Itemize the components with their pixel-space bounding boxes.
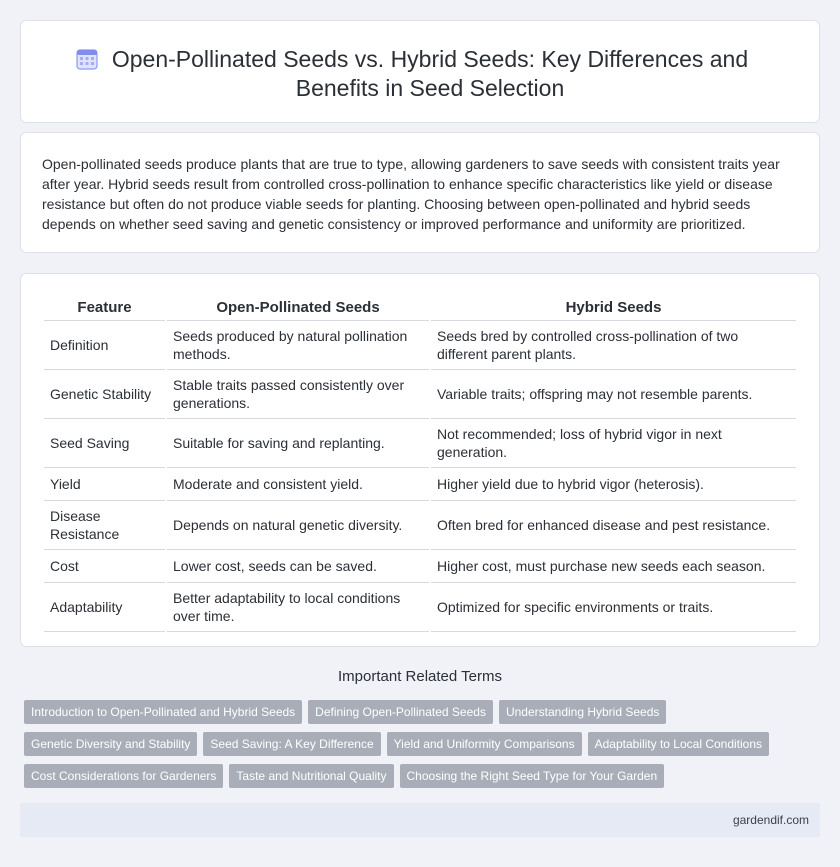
feature-cell: Yield bbox=[44, 468, 165, 501]
header-open-pollinated: Open-Pollinated Seeds bbox=[167, 296, 429, 321]
table-row bbox=[44, 370, 796, 419]
table-row bbox=[44, 321, 796, 370]
hybrid-cell: Higher cost, must purchase new seeds each season. bbox=[431, 550, 796, 583]
comparison-table bbox=[42, 296, 798, 632]
open-pollinated-cell: Suitable for saving and replanting. bbox=[167, 419, 429, 468]
page-title: Open-Pollinated Seeds vs. Hybrid Seeds: Key Differences and Benefits in Seed Selection bbox=[111, 46, 749, 101]
hybrid-cell: Seeds bred by controlled cross-pollination of two different parent plants. bbox=[431, 321, 796, 370]
header-feature: Feature bbox=[44, 296, 165, 321]
table-row bbox=[44, 419, 796, 468]
table-row bbox=[44, 468, 796, 501]
related-term-tag[interactable]: Genetic Diversity and Stability bbox=[24, 732, 197, 756]
hybrid-cell: Often bred for enhanced disease and pest resistance. bbox=[431, 501, 796, 550]
intro-card bbox=[20, 132, 820, 253]
related-terms-list bbox=[24, 700, 814, 796]
open-pollinated-cell: Better adaptability to local conditions over time. bbox=[167, 583, 429, 632]
feature-cell: Definition bbox=[44, 321, 165, 370]
related-term-tag[interactable]: Introduction to Open-Pollinated and Hybrid Seeds bbox=[24, 700, 302, 724]
related-term-tag[interactable]: Taste and Nutritional Quality bbox=[229, 764, 393, 788]
related-term-tag[interactable]: Yield and Uniformity Comparisons bbox=[387, 732, 582, 756]
open-pollinated-cell: Moderate and consistent yield. bbox=[167, 468, 429, 501]
open-pollinated-cell: Lower cost, seeds can be saved. bbox=[167, 550, 429, 583]
table-row bbox=[44, 583, 796, 632]
hybrid-cell: Optimized for specific environments or traits. bbox=[431, 583, 796, 632]
feature-cell: Seed Saving bbox=[44, 419, 165, 468]
related-term-tag[interactable]: Choosing the Right Seed Type for Your Garden bbox=[400, 764, 665, 788]
intro-paragraph: Open-pollinated seeds produce plants that are true to type, allowing gardeners to save seeds with consistent traits year after year. Hybrid seeds result from controlled cross-pollination to enhance specific characteristics like yield or disease resistance but often do not produce viable seeds for planting. Choosing between open-pollinated and hybrid seeds depends on whether seed saving and genetic consistency or improved performance and uniformity are prioritized. bbox=[42, 156, 780, 232]
related-term-tag[interactable]: Adaptability to Local Conditions bbox=[588, 732, 769, 756]
open-pollinated-cell: Seeds produced by natural pollination methods. bbox=[167, 321, 429, 370]
footer bbox=[20, 803, 820, 837]
related-terms-heading: Important Related Terms bbox=[338, 668, 502, 685]
site-name[interactable]: gardendif.com bbox=[732, 813, 809, 827]
related-term-tag[interactable]: Defining Open-Pollinated Seeds bbox=[308, 700, 493, 724]
table-row bbox=[44, 550, 796, 583]
feature-cell: Cost bbox=[44, 550, 165, 583]
tag-row bbox=[24, 764, 814, 788]
hybrid-cell: Higher yield due to hybrid vigor (heterosis). bbox=[431, 468, 796, 501]
open-pollinated-cell: Depends on natural genetic diversity. bbox=[167, 501, 429, 550]
related-term-tag[interactable]: Seed Saving: A Key Difference bbox=[203, 732, 380, 756]
hybrid-cell: Not recommended; loss of hybrid vigor in next generation. bbox=[431, 419, 796, 468]
related-term-tag[interactable]: Cost Considerations for Gardeners bbox=[24, 764, 223, 788]
feature-cell: Disease Resistance bbox=[44, 501, 165, 550]
tag-row bbox=[24, 700, 814, 724]
table-header-row bbox=[44, 296, 796, 321]
title-card bbox=[20, 20, 820, 123]
hybrid-cell: Variable traits; offspring may not resemble parents. bbox=[431, 370, 796, 419]
related-term-tag[interactable]: Understanding Hybrid Seeds bbox=[499, 700, 666, 724]
header-hybrid: Hybrid Seeds bbox=[431, 296, 796, 321]
feature-cell: Genetic Stability bbox=[44, 370, 165, 419]
open-pollinated-cell: Stable traits passed consistently over generations. bbox=[167, 370, 429, 419]
feature-cell: Adaptability bbox=[44, 583, 165, 632]
table-row bbox=[44, 501, 796, 550]
tag-row bbox=[24, 732, 814, 756]
comparison-card bbox=[20, 273, 820, 647]
